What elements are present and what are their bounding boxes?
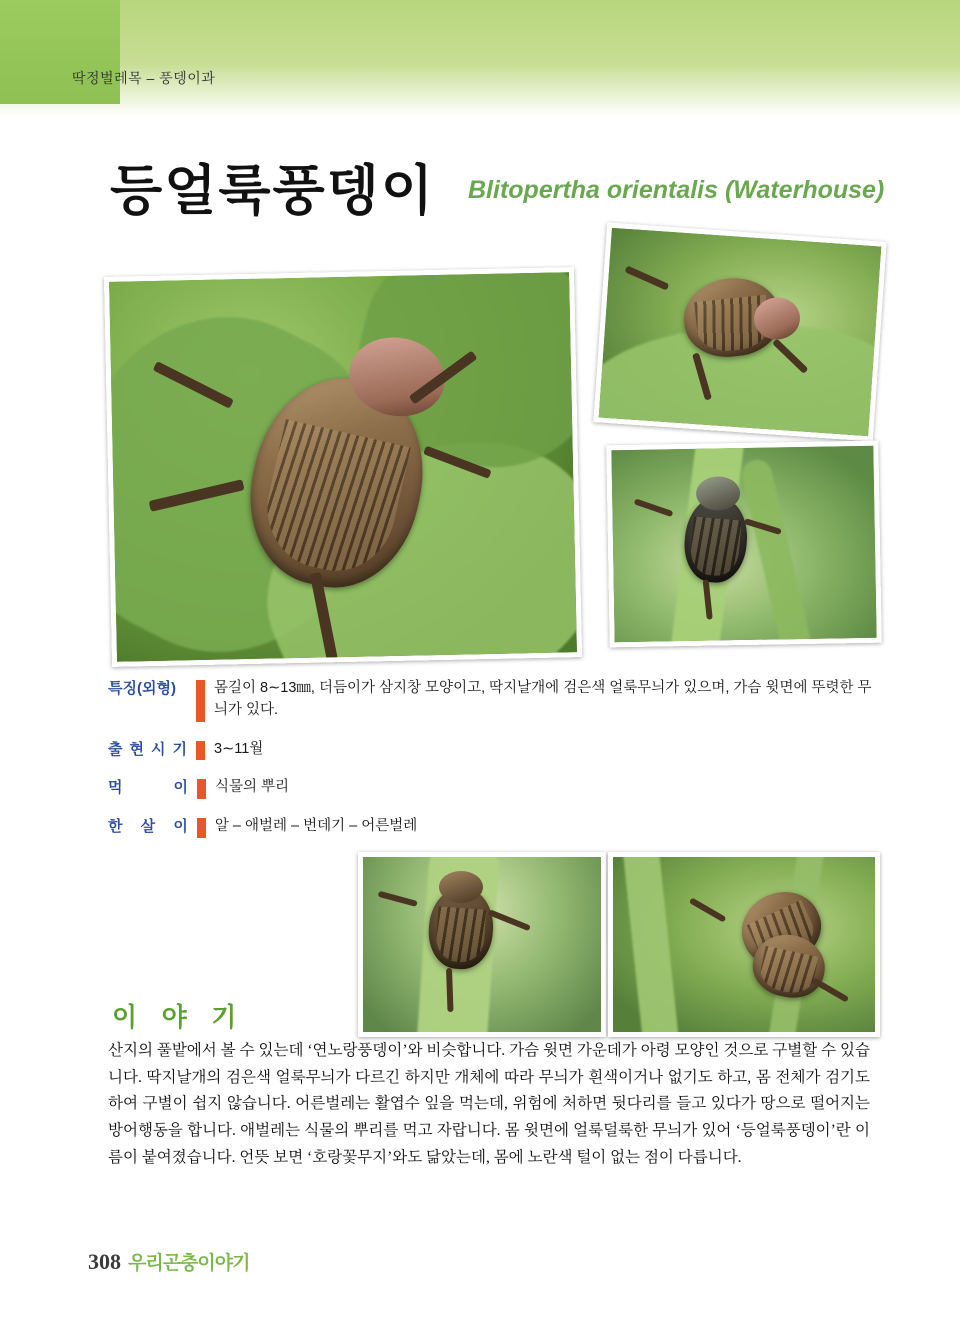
photo-beetle-on-stem-bottom-left [358, 852, 606, 1037]
breadcrumb: 딱정벌레목 – 풍뎅이과 [72, 70, 216, 86]
header-color-block [0, 0, 120, 104]
fact-value: 3∼11월 [214, 740, 264, 757]
fact-value: 식물의 뿌리 [214, 779, 290, 796]
fact-row [108, 816, 876, 838]
fact-row [108, 678, 876, 722]
fact-label: 출현시기 [108, 740, 194, 758]
story-body: 산지의 풀밭에서 볼 수 있는데 ‘연노랑풍뎅이’와 비슷합니다. 가슴 윗면 가운데가 아령 모양인 것으로 구별할 수 있습니다. 딱지날개의 검은색 얼룩무늬가 다르긴 하지만 개체에 따라 무늬가 흰색이거나 없기도 하고, 몸 전체가 검기도 하여 구별이 쉽지 않습니다. 어른벌레는 활엽수 잎을 먹는데, 위험에 처하면 뒷다리를 들고 있다가 땅으로 떨어지는 방어행동을 합니다. 애벌레는 식물의 뿌리를 먹고 자랍니다. 몸 윗면에 얼룩덜룩한 무늬가 있어 ‘등얼룩풍뎅이’란 이름이 붙여졌습니다. 언뜻 보면 ‘호랑꽃무지’와도 닮았는데, 몸에 노란색 털이 없는 점이 다릅니다. [108, 1042, 870, 1166]
beetle-head [439, 871, 483, 903]
header-band [0, 0, 960, 116]
fact-list [108, 678, 876, 855]
fact-label: 한 살 이 [108, 818, 195, 835]
fact-label: 특징(외형) [108, 680, 176, 697]
fact-label: 먹 이 [108, 779, 195, 797]
fact-divider [196, 741, 205, 761]
footer [88, 1248, 249, 1275]
fact-divider [197, 779, 206, 799]
footer-label: 우리곤충이야기 [128, 1253, 250, 1274]
photo-main-beetle-on-leaf [104, 267, 582, 667]
photo-beetle-pair-bottom-right [608, 852, 880, 1037]
fact-row [108, 777, 876, 799]
fact-divider [197, 818, 206, 838]
story-heading: 이 야 기 [112, 1003, 246, 1032]
fact-value: 알 – 애벌레 – 번데기 – 어른벌레 [214, 818, 418, 834]
fact-value: 몸길이 8∼13㎜, 더듬이가 삼지창 모양이고, 딱지날개에 검은색 얼룩무늬가 있으며, 가슴 윗면에 뚜렷한 무늬가 있다. [214, 680, 872, 718]
scientific-name: Blitopertha orientalis (Waterhouse) [468, 176, 885, 204]
page-number: 308 [88, 1249, 121, 1274]
photo-beetle-on-grass-blade [606, 441, 881, 648]
fact-divider [196, 680, 205, 722]
page-title: 등얼룩풍뎅이 [110, 161, 435, 221]
photo-beetle-top-right [593, 222, 886, 441]
fact-row [108, 739, 876, 761]
